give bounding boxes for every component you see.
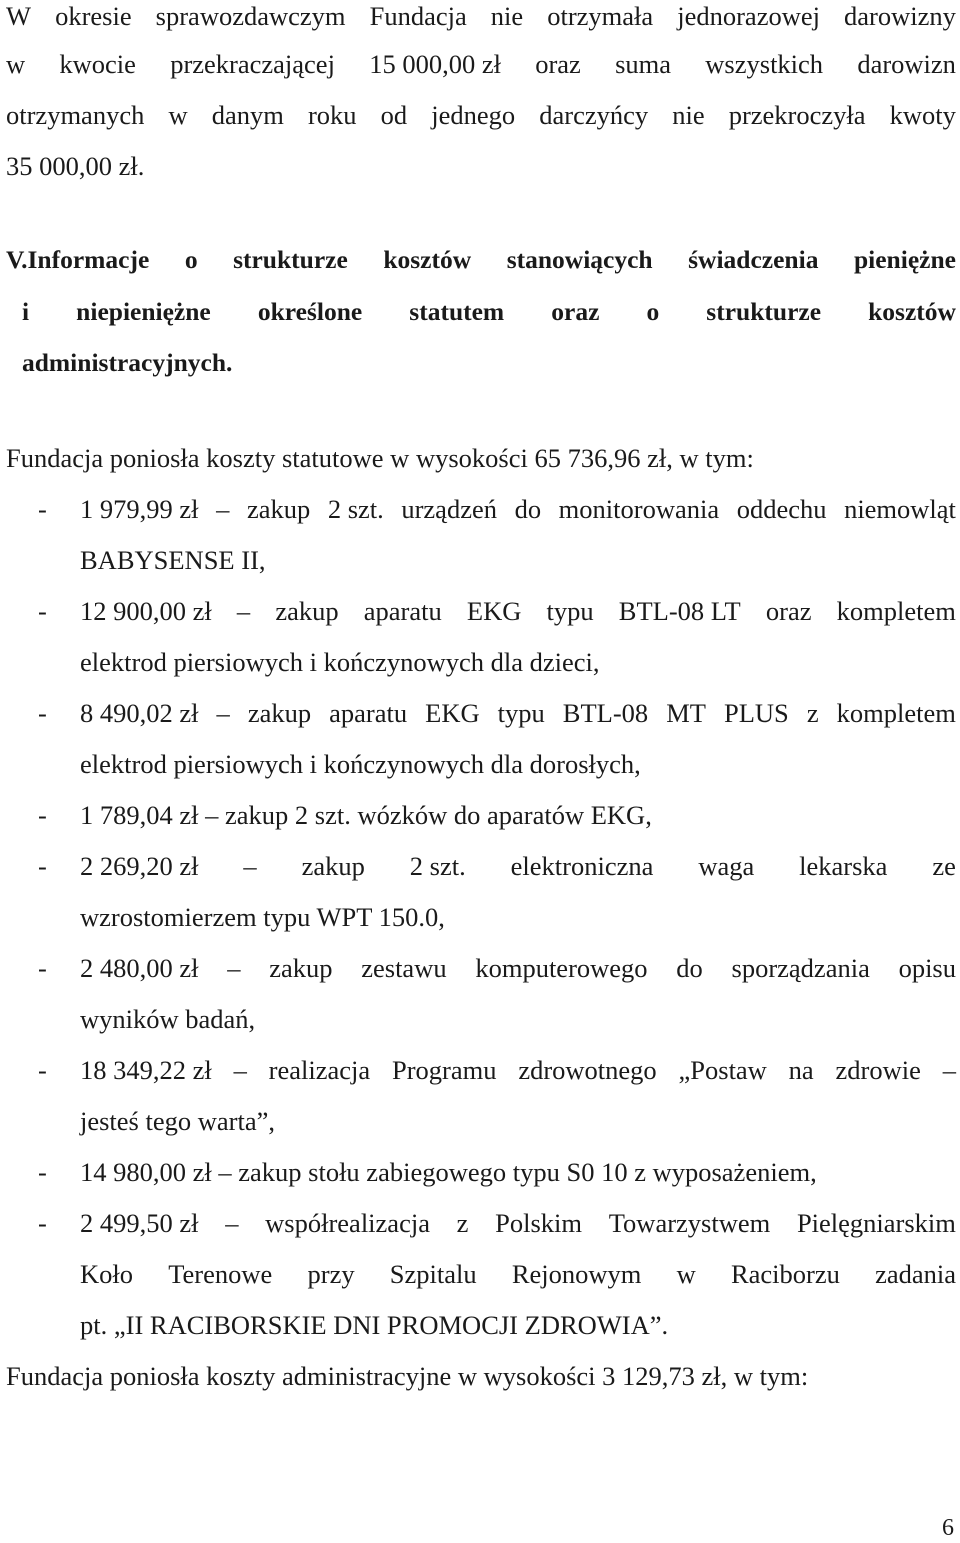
word: otrzymanych bbox=[6, 100, 145, 130]
word: waga bbox=[698, 851, 755, 881]
word: – bbox=[233, 1055, 247, 1085]
word: PLUS bbox=[723, 698, 789, 728]
word: darczyńcy bbox=[539, 100, 649, 130]
word: zakup bbox=[247, 698, 312, 728]
word: 12 900,00 zł bbox=[80, 596, 212, 626]
section-heading-line-3: administracyjnych. bbox=[22, 348, 233, 377]
word: Rejonowym bbox=[511, 1259, 642, 1289]
word: w bbox=[168, 100, 188, 130]
list-item-9-line-2 bbox=[80, 1258, 956, 1290]
word: oraz bbox=[765, 596, 812, 626]
word: nie bbox=[672, 100, 705, 130]
word: monitorowania bbox=[558, 494, 720, 524]
word: kwoty bbox=[889, 100, 956, 130]
list-item-9-line-3: pt. „II RACIBORSKIE DNI PROMOCJI ZDROWIA”. bbox=[80, 1310, 669, 1340]
list-item-4-line-1: 1 789,04 zł – zakup 2 szt. wózków do aparatów EKG, bbox=[80, 800, 652, 830]
word: aparatu bbox=[329, 698, 408, 728]
word: – bbox=[227, 953, 241, 983]
list-item-8-line-1: 14 980,00 zł – zakup stołu zabiegowego typu S0 10 z wyposażeniem, bbox=[80, 1157, 817, 1187]
list-bullet: - bbox=[38, 596, 47, 626]
word: zdrowie bbox=[835, 1055, 921, 1085]
word: kosztów bbox=[383, 245, 472, 274]
word: Raciborzu bbox=[730, 1259, 840, 1289]
word: – bbox=[216, 494, 230, 524]
word: – bbox=[243, 851, 257, 881]
list-item-1-line-2: BABYSENSE II, bbox=[80, 545, 266, 575]
word: oddechu bbox=[736, 494, 827, 524]
word: Polskim bbox=[495, 1208, 583, 1238]
list-item-5-line-2: wzrostomierzem typu WPT 150.0, bbox=[80, 902, 445, 932]
word: na bbox=[788, 1055, 814, 1085]
list-bullet: - bbox=[38, 800, 47, 830]
word: danym bbox=[211, 100, 284, 130]
word: BTL-08 LT bbox=[618, 596, 741, 626]
word: do bbox=[676, 953, 703, 983]
word: i bbox=[22, 297, 30, 326]
word: zestawu bbox=[361, 953, 447, 983]
word: EKG bbox=[466, 596, 522, 626]
word: – bbox=[236, 596, 251, 626]
word: – bbox=[942, 1055, 956, 1085]
list-bullet: - bbox=[38, 1157, 47, 1187]
word: Towarzystwem bbox=[608, 1208, 771, 1238]
word: z bbox=[456, 1208, 469, 1238]
word: Pielęgniarskim bbox=[796, 1208, 956, 1238]
word: do bbox=[514, 494, 542, 524]
list-item-6-line-2: wyników badań, bbox=[80, 1004, 256, 1034]
list-bullet: - bbox=[38, 494, 47, 524]
word: sprawozdawczym bbox=[155, 1, 346, 31]
section-heading-line-1 bbox=[6, 244, 956, 276]
word: aparatu bbox=[363, 596, 442, 626]
list-item-7-line-2: jesteś tego warta”, bbox=[80, 1106, 275, 1136]
word: roku bbox=[307, 100, 357, 130]
word: 1 979,99 zł bbox=[80, 494, 199, 524]
word: elektroniczna bbox=[510, 851, 654, 881]
list-item-7-line-1 bbox=[80, 1054, 956, 1086]
word: świadczenia bbox=[688, 245, 819, 274]
word: komputerowego bbox=[475, 953, 648, 983]
word: strukturze bbox=[233, 245, 348, 274]
word: 2 499,50 zł bbox=[80, 1208, 199, 1238]
word: strukturze bbox=[706, 297, 822, 326]
word: Koło bbox=[80, 1259, 133, 1289]
word: współrealizacja bbox=[265, 1208, 430, 1238]
intro-line-1 bbox=[6, 0, 956, 32]
word: BTL-08 bbox=[562, 698, 649, 728]
word: 2 szt. bbox=[327, 494, 384, 524]
word: Terenowe bbox=[168, 1259, 273, 1289]
intro-line-3 bbox=[6, 99, 956, 131]
word: EKG bbox=[425, 698, 480, 728]
word: przekraczającej bbox=[170, 49, 335, 79]
word: w bbox=[6, 49, 26, 79]
word: typu bbox=[497, 698, 545, 728]
word: pieniężne bbox=[853, 245, 956, 274]
word: jednego bbox=[431, 100, 516, 130]
list-item-2-line-2: elektrod piersiowych i kończynowych dla dzieci, bbox=[80, 647, 600, 677]
word: lekarska bbox=[799, 851, 888, 881]
intro-line-4: 35 000,00 zł. bbox=[6, 151, 145, 181]
word: suma bbox=[615, 49, 672, 79]
list-bullet: - bbox=[38, 1208, 47, 1238]
word: W bbox=[6, 1, 32, 31]
list-item-5-line-1 bbox=[80, 850, 956, 882]
word: sporządzania bbox=[731, 953, 870, 983]
word: MT bbox=[666, 698, 706, 728]
word: przy bbox=[307, 1259, 355, 1289]
word: otrzymała bbox=[547, 1, 654, 31]
word: zdrowotnego bbox=[518, 1055, 657, 1085]
word: Szpitalu bbox=[389, 1259, 477, 1289]
word: stanowiących bbox=[506, 245, 653, 274]
word: o bbox=[184, 245, 198, 274]
word: określone bbox=[257, 297, 363, 326]
word: zadania bbox=[875, 1259, 956, 1289]
word: o bbox=[646, 297, 660, 326]
word: – bbox=[225, 1208, 239, 1238]
word: zakup bbox=[269, 953, 333, 983]
word: opisu bbox=[898, 953, 956, 983]
word: zakup bbox=[301, 851, 365, 881]
word: nie bbox=[490, 1, 524, 31]
list-bullet: - bbox=[38, 953, 47, 983]
list-bullet: - bbox=[38, 1055, 47, 1085]
word: oraz bbox=[551, 297, 600, 326]
word: od bbox=[380, 100, 408, 130]
word: jednorazowej bbox=[677, 1, 820, 31]
word: Fundacja bbox=[369, 1, 467, 31]
word: kompletem bbox=[836, 596, 956, 626]
word: darowizny bbox=[844, 1, 956, 31]
list-item-3-line-1 bbox=[80, 697, 956, 729]
word: niepieniężne bbox=[76, 297, 211, 326]
word: niemowląt bbox=[844, 494, 956, 524]
word: 2 269,20 zł bbox=[80, 851, 199, 881]
word: z bbox=[806, 698, 819, 728]
statutory-costs-intro: Fundacja poniosła koszty statutowe w wysokości 65 736,96 zł, w tym: bbox=[6, 443, 754, 473]
list-item-9-line-1 bbox=[80, 1207, 956, 1239]
word: oraz bbox=[535, 49, 581, 79]
section-heading-line-2 bbox=[22, 296, 956, 328]
word: przekroczyła bbox=[728, 100, 866, 130]
intro-line-2 bbox=[6, 48, 956, 80]
word: 2 szt. bbox=[409, 851, 466, 881]
list-item-1-line-1 bbox=[80, 493, 956, 525]
word: w bbox=[676, 1259, 696, 1289]
word: – bbox=[216, 698, 230, 728]
word: statutem bbox=[409, 297, 505, 326]
list-item-2-line-1 bbox=[80, 595, 956, 627]
word: okresie bbox=[55, 1, 132, 31]
admin-costs-intro: Fundacja poniosła koszty administracyjne w wysokości 3 129,73 zł, w tym: bbox=[6, 1361, 809, 1391]
word: darowizn bbox=[857, 49, 956, 79]
word: wszystkich bbox=[705, 49, 824, 79]
word: 8 490,02 zł bbox=[80, 698, 199, 728]
word: kwocie bbox=[59, 49, 136, 79]
list-bullet: - bbox=[38, 698, 47, 728]
word: 15 000,00 zł bbox=[369, 49, 501, 79]
word: „Postaw bbox=[678, 1055, 767, 1085]
list-item-6-line-1 bbox=[80, 952, 956, 984]
word: Programu bbox=[391, 1055, 497, 1085]
word: kompletem bbox=[836, 698, 956, 728]
word: zakup bbox=[275, 596, 339, 626]
page-number: 6 bbox=[942, 1515, 954, 1541]
word: 18 349,22 zł bbox=[80, 1055, 212, 1085]
word: 2 480,00 zł bbox=[80, 953, 199, 983]
word: V.Informacje bbox=[6, 245, 150, 274]
list-bullet: - bbox=[38, 851, 47, 881]
word: ze bbox=[932, 851, 956, 881]
word: realizacja bbox=[268, 1055, 371, 1085]
word: zakup bbox=[246, 494, 311, 524]
word: urządzeń bbox=[401, 494, 497, 524]
word: kosztów bbox=[868, 297, 956, 326]
list-item-3-line-2: elektrod piersiowych i kończynowych dla dorosłych, bbox=[80, 749, 641, 779]
word: typu bbox=[546, 596, 594, 626]
